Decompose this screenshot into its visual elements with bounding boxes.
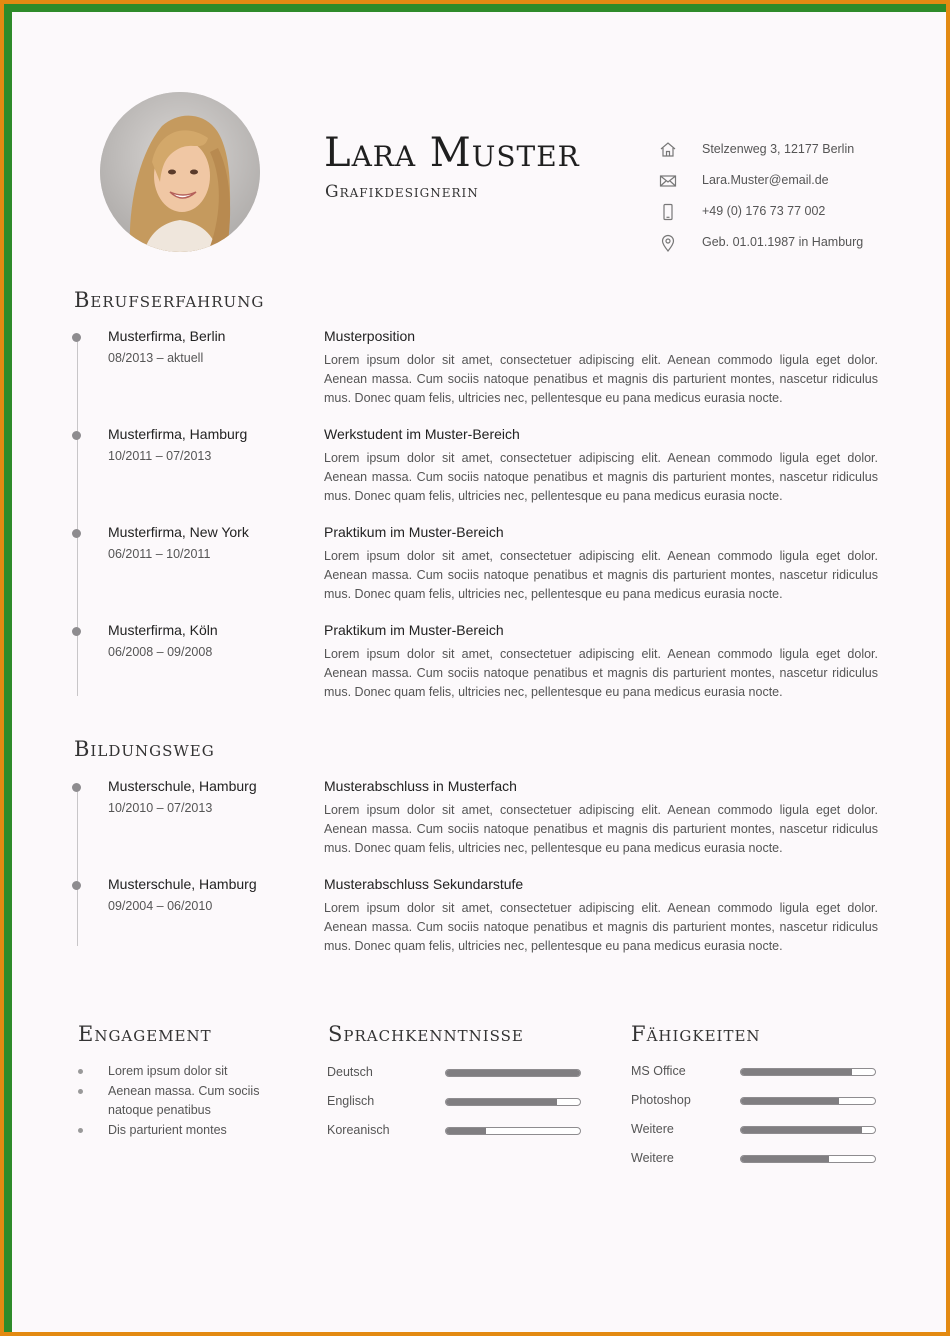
contact-birth xyxy=(658,231,938,262)
language-level-bar xyxy=(445,1127,581,1135)
home-icon xyxy=(658,140,678,160)
job-title: Grafikdesignerin xyxy=(325,182,479,202)
employer: Musterfirma, Hamburg xyxy=(108,426,248,442)
level-fill xyxy=(446,1128,486,1134)
timeline-dot xyxy=(72,333,81,342)
language-row xyxy=(327,1123,587,1143)
language-level-bar xyxy=(445,1098,581,1106)
mail-icon xyxy=(658,171,678,191)
experience-timeline xyxy=(77,336,78,696)
timeline-dot xyxy=(72,529,81,538)
skill-level-bar xyxy=(740,1068,876,1076)
school: Musterschule, Hamburg xyxy=(108,778,257,794)
degree-description: Lorem ipsum dolor sit amet, consectetuer adipiscing elit. Aenean commodo ligula eget dolor. Aenean massa. Cum sociis natoque penatibus et magnis dis parturient montes, nascetur ridiculus mus. Donec quam felis, ultricies nec, pellentesque eu pana medicus eurasia nocte. xyxy=(324,803,878,855)
skill-row xyxy=(631,1064,891,1084)
position-title: Musterposition xyxy=(324,328,416,344)
level-fill xyxy=(741,1098,839,1104)
skill-row xyxy=(631,1151,891,1171)
page-border xyxy=(4,4,946,1332)
date-range: 10/2010 – 07/2013 xyxy=(108,801,213,815)
list-item: Lorem ipsum dolor sit xyxy=(74,1062,294,1082)
position-description: Lorem ipsum dolor sit amet, consectetuer adipiscing elit. Aenean commodo ligula eget dolor. Aenean massa. Cum sociis natoque penatibus et magnis dis parturient montes, nascetur ridiculus mus. Donec quam felis, ultricies nec, pellentesque eu pana medicus eurasia nocte. xyxy=(324,647,878,699)
profile-photo xyxy=(100,92,260,252)
degree-description: Lorem ipsum dolor sit amet, consectetuer adipiscing elit. Aenean commodo ligula eget dolor. Aenean massa. Cum sociis natoque penatibus et magnis dis parturient montes, nascetur ridiculus mus. Donec quam felis, ultricies nec, pellentesque eu pana medicus eurasia nocte. xyxy=(324,901,878,953)
language-row xyxy=(327,1065,587,1085)
date-range: 10/2011 – 07/2013 xyxy=(108,449,212,463)
degree-title: Musterabschluss in Musterfach xyxy=(324,778,517,794)
skill-row xyxy=(631,1093,891,1113)
position-description: Lorem ipsum dolor sit amet, consectetuer adipiscing elit. Aenean commodo ligula eget dolor. Aenean massa. Cum sociis natoque penatibus et magnis dis parturient montes, nascetur ridiculus mus. Donec quam felis, ultricies nec, pellentesque eu pana medicus eurasia nocte. xyxy=(324,353,878,405)
skill-label: Weitere xyxy=(631,1151,674,1165)
position-title: Praktikum im Muster-Bereich xyxy=(324,622,504,638)
birth-text: Geb. 01.01.1987 in Hamburg xyxy=(702,235,864,249)
timeline-dot xyxy=(72,627,81,636)
contact-info xyxy=(658,138,938,262)
phone-icon xyxy=(658,202,678,222)
skill-row xyxy=(631,1122,891,1142)
timeline-dot xyxy=(72,881,81,890)
level-fill xyxy=(446,1099,557,1105)
employer: Musterfirma, Köln xyxy=(108,622,218,638)
skill-label: Photoshop xyxy=(631,1093,691,1107)
employer: Musterfirma, New York xyxy=(108,524,249,540)
bullet-icon xyxy=(78,1069,83,1074)
skill-level-bar xyxy=(740,1126,876,1134)
education-timeline xyxy=(77,786,78,946)
date-range: 09/2004 – 06/2010 xyxy=(108,899,213,913)
skill-label: Weitere xyxy=(631,1122,674,1136)
location-pin-icon xyxy=(658,233,678,253)
skills-heading: Fähigkeiten xyxy=(631,1022,761,1046)
languages-heading: Sprachkenntnisse xyxy=(328,1022,524,1046)
list-item: Dis parturient montes xyxy=(74,1121,294,1141)
employer: Musterfirma, Berlin xyxy=(108,328,226,344)
skill-level-bar xyxy=(740,1097,876,1105)
address-text: Stelzenweg 3, 12177 Berlin xyxy=(702,142,855,156)
skill-level-bar xyxy=(740,1155,876,1163)
skill-label: MS Office xyxy=(631,1064,686,1078)
position-description: Lorem ipsum dolor sit amet, consectetuer adipiscing elit. Aenean commodo ligula eget dolor. Aenean massa. Cum sociis natoque penatibus et magnis dis parturient montes, nascetur ridiculus mus. Donec quam felis, ultricies nec, pellentesque eu pana medicus eurasia nocte. xyxy=(324,451,878,503)
position-description: Lorem ipsum dolor sit amet, consectetuer adipiscing elit. Aenean commodo ligula eget dolor. Aenean massa. Cum sociis natoque penatibus et magnis dis parturient montes, nascetur ridiculus mus. Donec quam felis, ultricies nec, pellentesque eu pana medicus eurasia nocte. xyxy=(324,549,878,601)
engagement-heading: Engagement xyxy=(78,1022,212,1046)
date-range: 08/2013 – aktuell xyxy=(108,351,204,365)
level-fill xyxy=(741,1069,852,1075)
degree-title: Musterabschluss Sekundarstufe xyxy=(324,876,524,892)
email-link[interactable]: Lara.Muster@email.de xyxy=(702,173,829,187)
contact-phone xyxy=(658,200,938,231)
language-label: Englisch xyxy=(327,1094,375,1108)
cv-page xyxy=(12,12,946,1332)
language-label: Koreanisch xyxy=(327,1123,390,1137)
language-label: Deutsch xyxy=(327,1065,373,1079)
position-title: Werkstudent im Muster-Bereich xyxy=(324,426,520,442)
engagement-list xyxy=(74,1062,294,1140)
date-range: 06/2011 – 10/2011 xyxy=(108,547,211,561)
contact-address xyxy=(658,138,938,169)
contact-email xyxy=(658,169,938,200)
language-row xyxy=(327,1094,587,1114)
school: Musterschule, Hamburg xyxy=(108,876,257,892)
date-range: 06/2008 – 09/2008 xyxy=(108,645,213,659)
level-fill xyxy=(741,1127,862,1133)
phone-text: +49 (0) 176 73 77 002 xyxy=(702,204,826,218)
education-heading: Bildungsweg xyxy=(74,737,215,761)
applicant-name: Lara Muster xyxy=(324,130,580,176)
timeline-dot xyxy=(72,783,81,792)
bullet-icon xyxy=(78,1089,83,1094)
language-level-bar xyxy=(445,1069,581,1077)
level-fill xyxy=(446,1070,580,1076)
experience-heading: Berufserfahrung xyxy=(74,288,265,312)
timeline-dot xyxy=(72,431,81,440)
level-fill xyxy=(741,1156,829,1162)
list-item: Aenean massa. Cum sociis natoque penatibus xyxy=(74,1082,294,1121)
bullet-icon xyxy=(78,1128,83,1133)
position-title: Praktikum im Muster-Bereich xyxy=(324,524,504,540)
